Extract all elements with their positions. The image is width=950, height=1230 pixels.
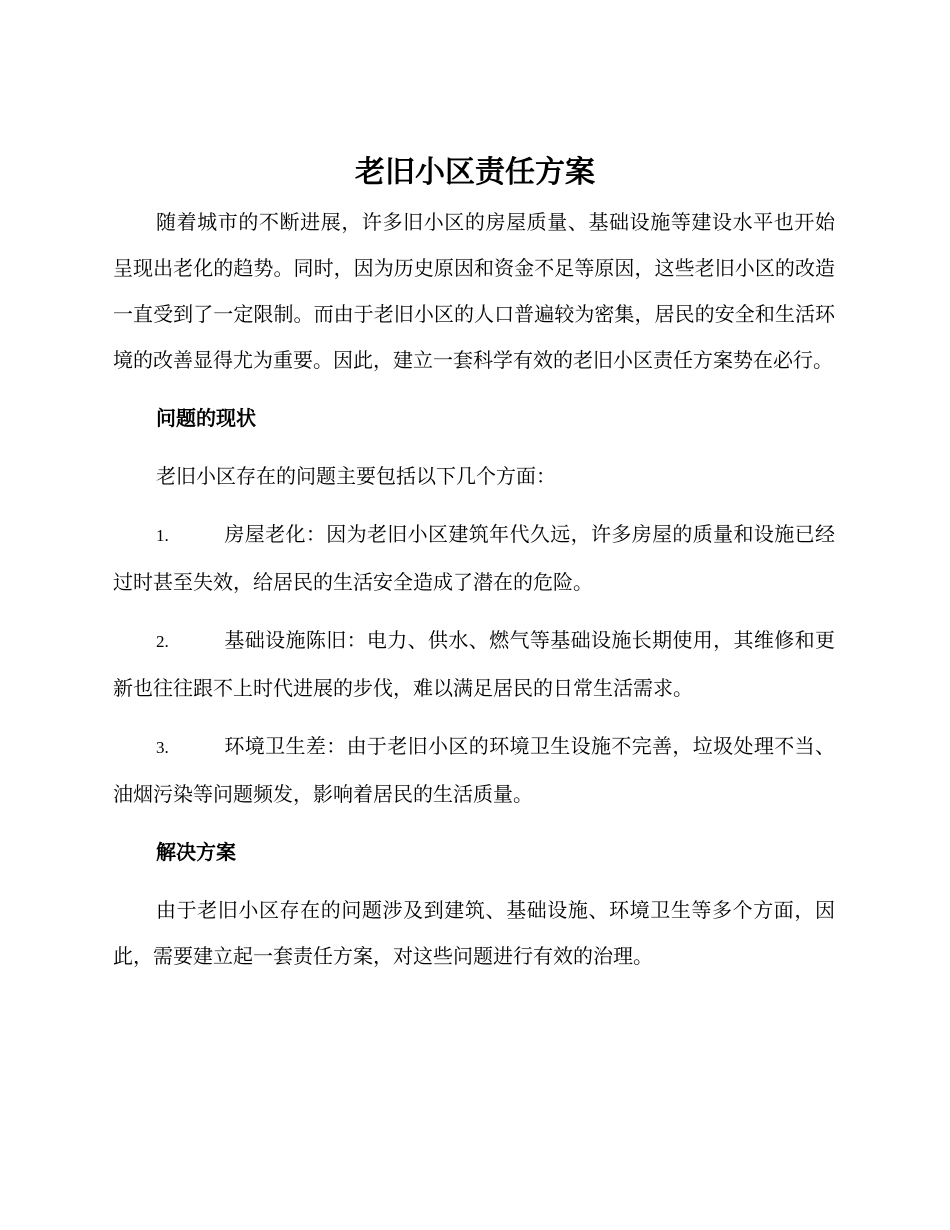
list-item-text: 环境卫生差：由于老旧小区的环境卫生设施不完善，垃圾处理不当、油烟污染等问题频发，影响着居民的生活质量。 xyxy=(113,734,835,806)
document-body xyxy=(113,199,835,979)
solution-paragraph: 由于老旧小区存在的问题涉及到建筑、基础设施、环境卫生等多个方面，因此，需要建立起一套责任方案，对这些问题进行有效的治理。 xyxy=(113,898,835,968)
section-heading-status: 问题的现状 xyxy=(156,406,256,430)
list-item-text: 基础设施陈旧：电力、供水、燃气等基础设施长期使用，其维修和更新也往往跟不上时代进展的步伐，难以满足居民的日常生活需求。 xyxy=(113,628,835,700)
section-lead-paragraph: 老旧小区存在的问题主要包括以下几个方面： xyxy=(156,464,556,488)
document-title: 老旧小区责任方案 xyxy=(355,155,595,190)
list-item-number: 1. xyxy=(156,526,169,545)
list-item xyxy=(113,723,835,817)
section-heading-solution: 解决方案 xyxy=(156,840,236,864)
list-item-number: 2. xyxy=(156,632,169,651)
list-item-number: 3. xyxy=(156,738,169,757)
intro-paragraph: 随着城市的不断进展，许多旧小区的房屋质量、基础设施等建设水平也开始呈现出老化的趋势。同时，因为历史原因和资金不足等原因，这些老旧小区的改造一直受到了一定限制。而由于老旧小区的人口普遍较为密集，居民的安全和生活环境的改善显得尤为重要。因此，建立一套科学有效的老旧小区责任方案势在必行。 xyxy=(113,210,835,372)
list-item xyxy=(113,617,835,711)
list-item xyxy=(113,511,835,605)
list-item-text: 房屋老化：因为老旧小区建筑年代久远，许多房屋的质量和设施已经过时甚至失效，给居民的生活安全造成了潜在的危险。 xyxy=(113,522,835,594)
